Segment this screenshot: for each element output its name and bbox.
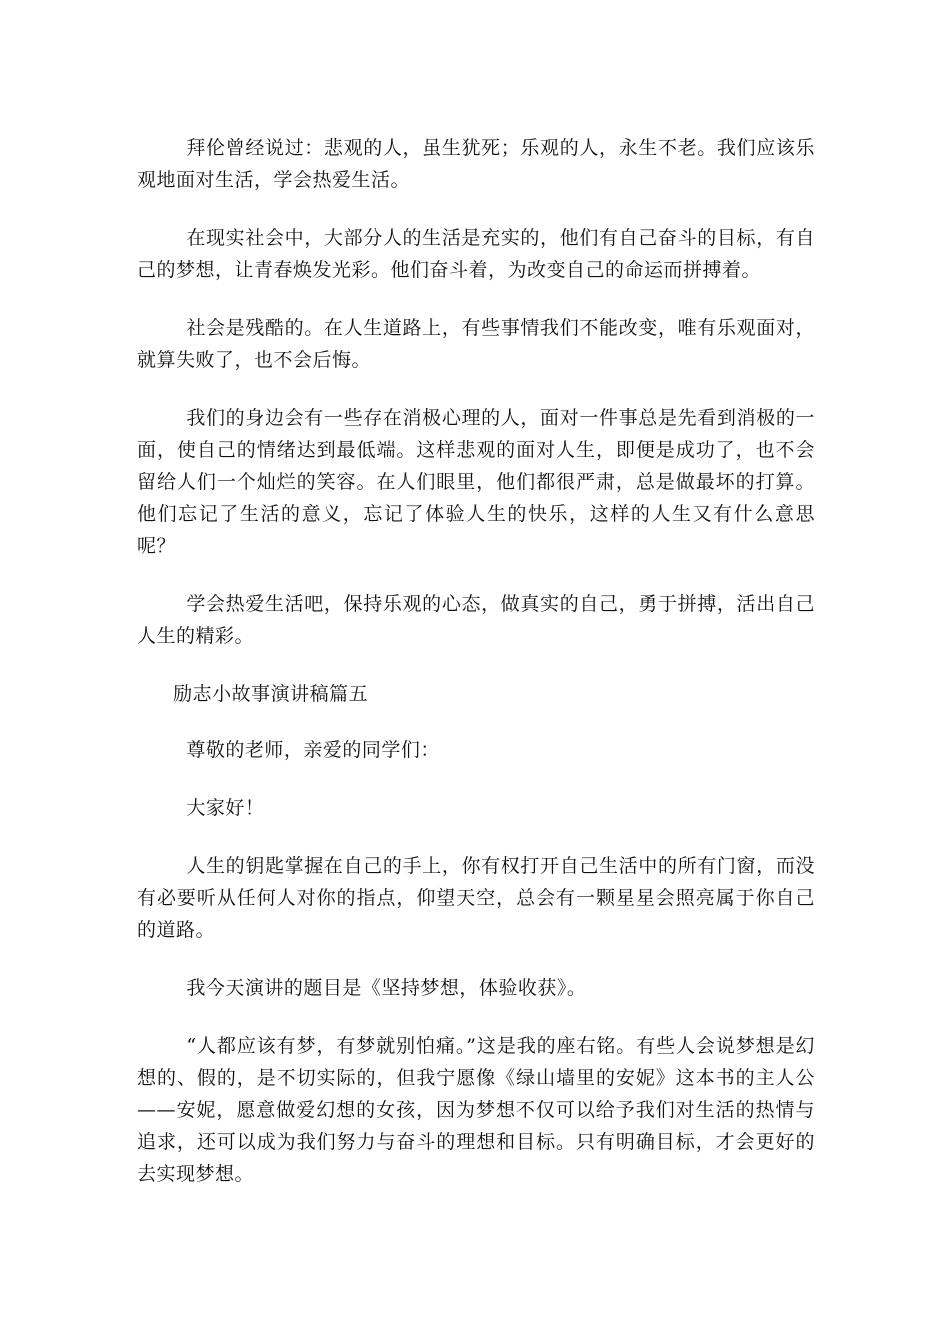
paragraph-real-society: 在现实社会中，大部分人的生活是充实的，他们有自己奋斗的目标，有自己的梦想，让青春焕发光彩。他们奋斗着，为改变自己的命运而拼搏着。 [137,227,815,281]
paragraph-byron-quote: 拜伦曾经说过：悲观的人，虽生犹死；乐观的人，永生不老。我们应该乐观地面对生活，学会热爱生活。 [137,137,815,191]
paragraph-key-of-life: 人生的钥匙掌握在自己的手上，你有权打开自己生活中的所有门窗，而没有必要听从任何人对你的指点，仰望天空，总会有一颗星星会照亮属于你自己的道路。 [137,855,815,941]
paragraph-love-life: 学会热爱生活吧，保持乐观的心态，做真实的自己，勇于拼搏，活出自己人生的精彩。 [137,593,815,647]
paragraph-negative-people: 我们的身边会有一些存在消极心理的人，面对一件事总是先看到消极的一面，使自己的情绪达到最低端。这样悲观的面对人生，即便是成功了，也不会留给人们一个灿烂的笑容。在人们眼里，他们都很严肃，总是做最坏的打算。他们忘记了生活的意义，忘记了体验人生的快乐，这样的人生又有什么意思呢？ [137,407,815,557]
paragraph-speech-topic: 我今天演讲的题目是《坚持梦想，体验收获》。 [186,977,587,999]
paragraph-society-cruel: 社会是残酷的。在人生道路上，有些事情我们不能改变，唯有乐观面对，就算失败了，也不会后悔。 [137,317,815,371]
section-title: 励志小故事演讲稿篇五 [173,683,369,705]
paragraph-dream-motto: “人都应该有梦，有梦就别怕痛。”这是我的座右铭。有些人会说梦想是幻想的、假的，是不切实际的，但我宁愿像《绿山墙里的安妮》这本书的主人公——安妮，愿意做爱幻想的女孩，因为梦想不仅可以给予我们对生活的热情与追求，还可以成为我们努力与奋斗的理想和目标。只有明确目标，才会更好的去实现梦想。 [137,1035,815,1185]
speech-salutation: 尊敬的老师，亲爱的同学们： [186,739,440,761]
speech-greeting: 大家好！ [186,797,265,819]
document-body [137,132,815,1216]
